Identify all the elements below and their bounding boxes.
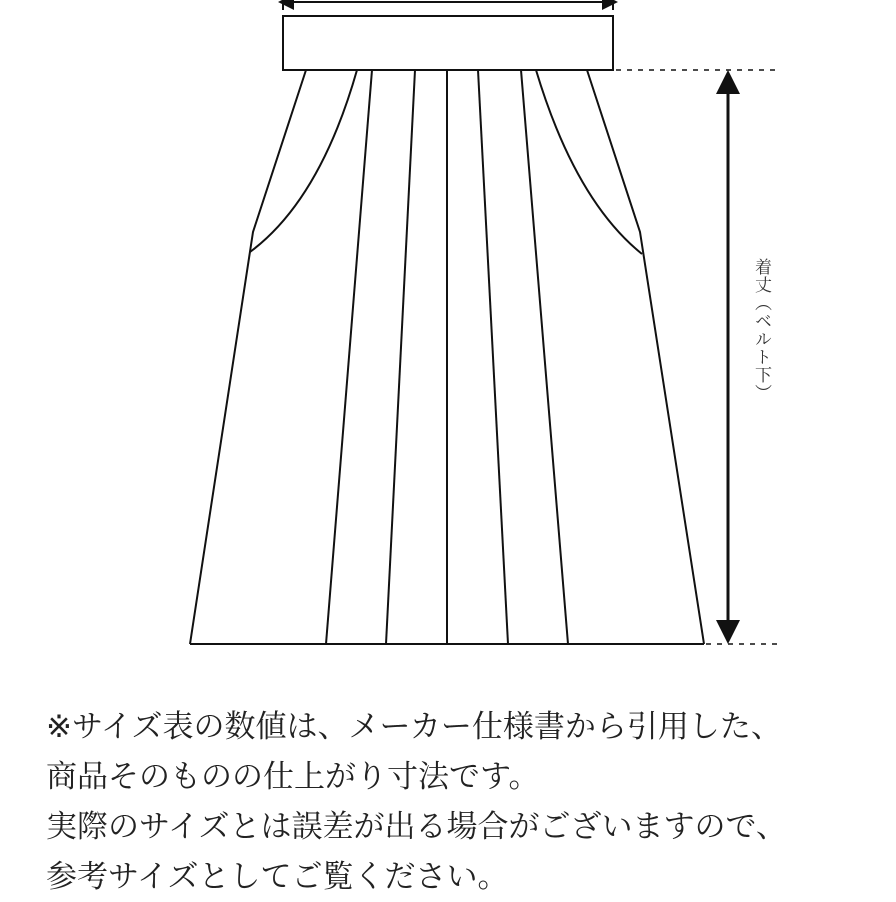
left-pocket-curve: [250, 70, 357, 252]
disclaimer-line: 商品そのものの仕上がり寸法です。: [46, 759, 540, 795]
disclaimer-line: ※サイズ表の数値は、メーカー仕様書から引用した、: [46, 709, 782, 745]
skirt-left-side: [190, 70, 306, 644]
disclaimer-line: 参考サイズとしてご覧ください。: [46, 859, 509, 895]
pleat-line: [478, 70, 508, 644]
pleat-line: [326, 70, 372, 644]
waistband: [283, 16, 613, 70]
skirt-right-side: [587, 70, 704, 644]
right-pocket-curve: [536, 70, 642, 254]
pleat-line: [386, 70, 415, 644]
disclaimer-line: 実際のサイズとは誤差が出る場合がございますので、: [46, 809, 787, 845]
size-disclaimer: [46, 702, 886, 902]
pleat-line: [521, 70, 568, 644]
length-label: 着丈（ベルト下）: [751, 258, 771, 402]
